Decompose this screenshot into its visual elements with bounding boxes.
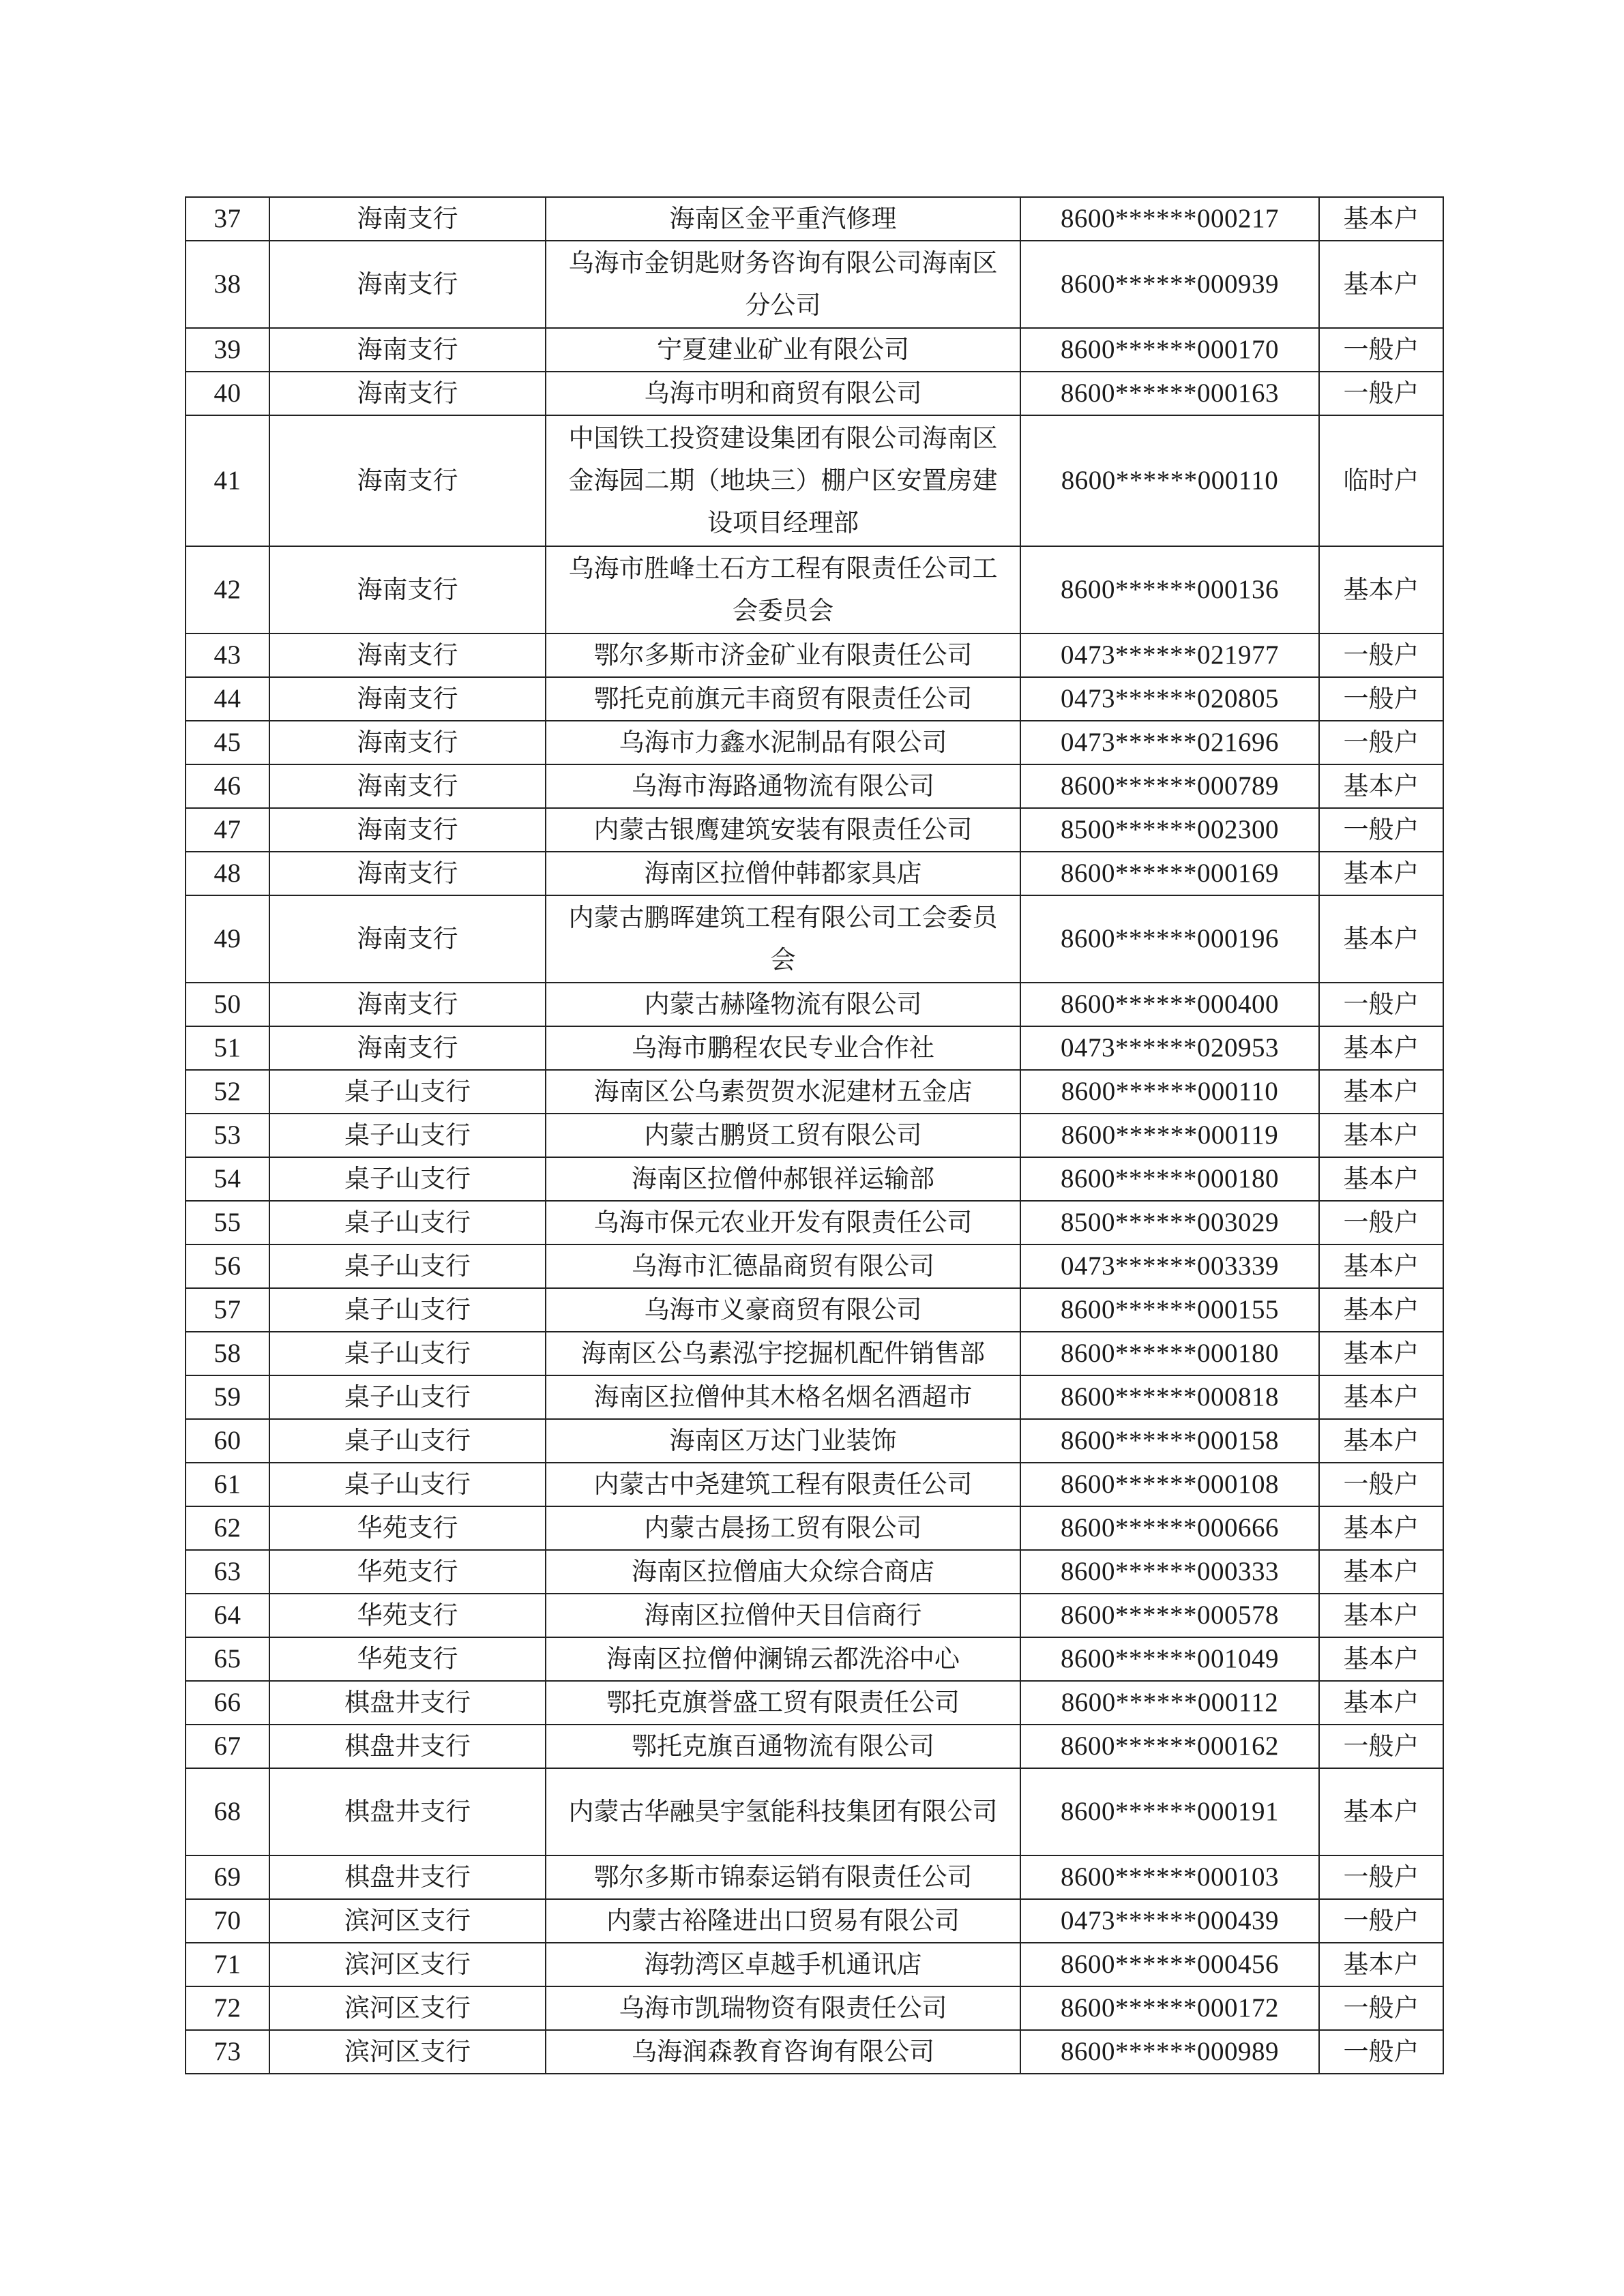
account-number: 8600******000180: [1020, 1332, 1319, 1375]
row-number: 67: [186, 1725, 269, 1768]
company-name: 乌海市凯瑞物资有限责任公司: [546, 1986, 1020, 2030]
account-number: 8600******000119: [1020, 1114, 1319, 1157]
branch-name: 棋盘井支行: [269, 1725, 546, 1768]
table-row: [186, 1943, 1443, 1986]
account-type: 基本户: [1319, 1157, 1443, 1201]
account-type: 基本户: [1319, 1332, 1443, 1375]
table-row: [186, 1550, 1443, 1594]
row-number: 42: [186, 546, 269, 633]
row-number: 50: [186, 983, 269, 1026]
row-number: 65: [186, 1637, 269, 1681]
company-name: 乌海市义豪商贸有限公司: [546, 1288, 1020, 1332]
company-name: 乌海市鹏程农民专业合作社: [546, 1026, 1020, 1070]
branch-name: 桌子山支行: [269, 1375, 546, 1419]
table-row: [186, 1419, 1443, 1463]
account-type: 一般户: [1319, 1201, 1443, 1244]
table-row: [186, 546, 1443, 633]
row-number: 61: [186, 1463, 269, 1506]
account-type: 一般户: [1319, 1855, 1443, 1899]
table-row: [186, 1986, 1443, 2030]
company-name: 内蒙古晨扬工贸有限公司: [546, 1506, 1020, 1550]
account-number: 8600******000112: [1020, 1681, 1319, 1725]
row-number: 72: [186, 1986, 269, 2030]
account-type: 基本户: [1319, 1681, 1443, 1725]
branch-name: 滨河区支行: [269, 1986, 546, 2030]
account-type: 基本户: [1319, 1244, 1443, 1288]
branch-name: 海南支行: [269, 415, 546, 546]
account-number: 8600******000169: [1020, 852, 1319, 895]
account-number: 8600******000789: [1020, 764, 1319, 808]
branch-name: 桌子山支行: [269, 1114, 546, 1157]
company-name: 内蒙古赫隆物流有限公司: [546, 983, 1020, 1026]
table-row: [186, 1332, 1443, 1375]
company-name: 内蒙古银鹰建筑安装有限责任公司: [546, 808, 1020, 852]
account-number: 0473******021696: [1020, 721, 1319, 764]
branch-name: 海南支行: [269, 808, 546, 852]
branch-name: 桌子山支行: [269, 1463, 546, 1506]
account-number: 0473******020953: [1020, 1026, 1319, 1070]
table-row: [186, 1288, 1443, 1332]
table-row: [186, 372, 1443, 415]
account-type: 基本户: [1319, 1943, 1443, 1986]
branch-name: 海南支行: [269, 852, 546, 895]
company-name: 内蒙古华融昊宇氢能科技集团有限公司: [546, 1768, 1020, 1855]
table-row: [186, 808, 1443, 852]
account-table: [185, 196, 1444, 2074]
account-type: 基本户: [1319, 1637, 1443, 1681]
table-row: [186, 1594, 1443, 1637]
branch-name: 华苑支行: [269, 1594, 546, 1637]
account-number: 0473******003339: [1020, 1244, 1319, 1288]
row-number: 43: [186, 633, 269, 677]
table-row: [186, 895, 1443, 983]
row-number: 57: [186, 1288, 269, 1332]
company-name: 鄂尔多斯市锦泰运销有限责任公司: [546, 1855, 1020, 1899]
company-name: 海勃湾区卓越手机通讯店: [546, 1943, 1020, 1986]
table-row: [186, 1201, 1443, 1244]
company-name: 海南区万达门业装饰: [546, 1419, 1020, 1463]
table-row: [186, 1681, 1443, 1725]
company-name: 海南区金平重汽修理: [546, 197, 1020, 241]
row-number: 40: [186, 372, 269, 415]
company-name: 鄂尔多斯市济金矿业有限责任公司: [546, 633, 1020, 677]
company-name: 鄂托克旗誉盛工贸有限责任公司: [546, 1681, 1020, 1725]
branch-name: 棋盘井支行: [269, 1855, 546, 1899]
row-number: 64: [186, 1594, 269, 1637]
table-row: [186, 1506, 1443, 1550]
branch-name: 华苑支行: [269, 1506, 546, 1550]
row-number: 55: [186, 1201, 269, 1244]
table-row: [186, 1114, 1443, 1157]
table-row: [186, 328, 1443, 372]
account-type: 基本户: [1319, 546, 1443, 633]
branch-name: 海南支行: [269, 546, 546, 633]
branch-name: 滨河区支行: [269, 1899, 546, 1943]
row-number: 48: [186, 852, 269, 895]
account-type: 一般户: [1319, 328, 1443, 372]
table-row: [186, 677, 1443, 721]
table-row: [186, 1244, 1443, 1288]
account-number: 8500******003029: [1020, 1201, 1319, 1244]
branch-name: 桌子山支行: [269, 1244, 546, 1288]
company-name: 海南区拉僧仲天目信商行: [546, 1594, 1020, 1637]
table-row: [186, 1768, 1443, 1855]
row-number: 46: [186, 764, 269, 808]
company-name: 鄂托克前旗元丰商贸有限责任公司: [546, 677, 1020, 721]
company-name: 海南区拉僧仲韩都家具店: [546, 852, 1020, 895]
company-name: 乌海市汇德晶商贸有限公司: [546, 1244, 1020, 1288]
branch-name: 棋盘井支行: [269, 1681, 546, 1725]
company-name: 内蒙古中尧建筑工程有限责任公司: [546, 1463, 1020, 1506]
account-table-body: [186, 197, 1443, 2074]
company-name: 乌海润森教育咨询有限公司: [546, 2030, 1020, 2074]
table-row: [186, 1637, 1443, 1681]
account-number: 8600******000818: [1020, 1375, 1319, 1419]
branch-name: 滨河区支行: [269, 2030, 546, 2074]
account-number: 8600******000103: [1020, 1855, 1319, 1899]
row-number: 66: [186, 1681, 269, 1725]
row-number: 49: [186, 895, 269, 983]
branch-name: 海南支行: [269, 1026, 546, 1070]
account-number: 8600******000172: [1020, 1986, 1319, 2030]
account-type: 基本户: [1319, 1026, 1443, 1070]
account-number: 8600******000162: [1020, 1725, 1319, 1768]
table-row: [186, 415, 1443, 546]
company-name: 海南区拉僧仲郝银祥运输部: [546, 1157, 1020, 1201]
row-number: 37: [186, 197, 269, 241]
row-number: 39: [186, 328, 269, 372]
table-row: [186, 1725, 1443, 1768]
row-number: 68: [186, 1768, 269, 1855]
account-type: 一般户: [1319, 1986, 1443, 2030]
branch-name: 海南支行: [269, 677, 546, 721]
company-name: 乌海市金钥匙财务咨询有限公司海南区分公司: [546, 241, 1020, 328]
account-number: 8600******000666: [1020, 1506, 1319, 1550]
row-number: 62: [186, 1506, 269, 1550]
account-number: 8600******000196: [1020, 895, 1319, 983]
branch-name: 华苑支行: [269, 1550, 546, 1594]
company-name: 海南区拉僧庙大众综合商店: [546, 1550, 1020, 1594]
company-name: 鄂托克旗百通物流有限公司: [546, 1725, 1020, 1768]
account-type: 基本户: [1319, 1288, 1443, 1332]
account-number: 8600******000158: [1020, 1419, 1319, 1463]
account-type: 基本户: [1319, 197, 1443, 241]
company-name: 内蒙古裕隆进出口贸易有限公司: [546, 1899, 1020, 1943]
account-number: 0473******021977: [1020, 633, 1319, 677]
account-type: 临时户: [1319, 415, 1443, 546]
account-number: 0473******020805: [1020, 677, 1319, 721]
account-number: 8600******000155: [1020, 1288, 1319, 1332]
table-row: [186, 2030, 1443, 2074]
company-name: 乌海市明和商贸有限公司: [546, 372, 1020, 415]
row-number: 71: [186, 1943, 269, 1986]
table-row: [186, 241, 1443, 328]
table-row: [186, 1375, 1443, 1419]
account-number: 0473******000439: [1020, 1899, 1319, 1943]
account-number: 8600******000456: [1020, 1943, 1319, 1986]
row-number: 70: [186, 1899, 269, 1943]
account-type: 基本户: [1319, 1375, 1443, 1419]
branch-name: 桌子山支行: [269, 1332, 546, 1375]
table-row: [186, 1157, 1443, 1201]
account-type: 一般户: [1319, 1725, 1443, 1768]
account-type: 基本户: [1319, 1550, 1443, 1594]
account-type: 一般户: [1319, 721, 1443, 764]
company-name: 中国铁工投资建设集团有限公司海南区金海园二期（地块三）棚户区安置房建设项目经理部: [546, 415, 1020, 546]
table-row: [186, 983, 1443, 1026]
branch-name: 滨河区支行: [269, 1943, 546, 1986]
row-number: 51: [186, 1026, 269, 1070]
table-row: [186, 764, 1443, 808]
row-number: 38: [186, 241, 269, 328]
row-number: 53: [186, 1114, 269, 1157]
account-type: 基本户: [1319, 1594, 1443, 1637]
account-type: 一般户: [1319, 633, 1443, 677]
account-type: 一般户: [1319, 1463, 1443, 1506]
account-number: 8600******001049: [1020, 1637, 1319, 1681]
branch-name: 华苑支行: [269, 1637, 546, 1681]
account-type: 一般户: [1319, 372, 1443, 415]
table-row: [186, 197, 1443, 241]
account-number: 8600******000136: [1020, 546, 1319, 633]
row-number: 52: [186, 1070, 269, 1114]
branch-name: 棋盘井支行: [269, 1768, 546, 1855]
row-number: 73: [186, 2030, 269, 2074]
branch-name: 海南支行: [269, 983, 546, 1026]
company-name: 乌海市胜峰土石方工程有限责任公司工会委员会: [546, 546, 1020, 633]
account-number: 8600******000163: [1020, 372, 1319, 415]
branch-name: 桌子山支行: [269, 1288, 546, 1332]
account-number: 8600******000989: [1020, 2030, 1319, 2074]
branch-name: 桌子山支行: [269, 1419, 546, 1463]
account-type: 基本户: [1319, 1419, 1443, 1463]
account-type: 一般户: [1319, 1899, 1443, 1943]
company-name: 海南区公乌素泓宇挖掘机配件销售部: [546, 1332, 1020, 1375]
account-number: 8600******000110: [1020, 415, 1319, 546]
table-row: [186, 1899, 1443, 1943]
table-row: [186, 721, 1443, 764]
company-name: 宁夏建业矿业有限公司: [546, 328, 1020, 372]
branch-name: 海南支行: [269, 633, 546, 677]
account-type: 基本户: [1319, 1506, 1443, 1550]
account-number: 8600******000191: [1020, 1768, 1319, 1855]
company-name: 海南区拉僧仲澜锦云都洗浴中心: [546, 1637, 1020, 1681]
account-type: 一般户: [1319, 983, 1443, 1026]
branch-name: 桌子山支行: [269, 1070, 546, 1114]
company-name: 乌海市力鑫水泥制品有限公司: [546, 721, 1020, 764]
account-number: 8600******000180: [1020, 1157, 1319, 1201]
branch-name: 海南支行: [269, 197, 546, 241]
account-number: 8500******002300: [1020, 808, 1319, 852]
account-type: 基本户: [1319, 1768, 1443, 1855]
branch-name: 海南支行: [269, 721, 546, 764]
account-type: 基本户: [1319, 895, 1443, 983]
company-name: 海南区公乌素贺贺水泥建材五金店: [546, 1070, 1020, 1114]
account-type: 一般户: [1319, 808, 1443, 852]
row-number: 54: [186, 1157, 269, 1201]
account-type: 一般户: [1319, 2030, 1443, 2074]
account-number: 8600******000217: [1020, 197, 1319, 241]
account-number: 8600******000939: [1020, 241, 1319, 328]
row-number: 58: [186, 1332, 269, 1375]
table-row: [186, 852, 1443, 895]
row-number: 69: [186, 1855, 269, 1899]
account-number: 8600******000578: [1020, 1594, 1319, 1637]
row-number: 59: [186, 1375, 269, 1419]
account-number: 8600******000333: [1020, 1550, 1319, 1594]
row-number: 63: [186, 1550, 269, 1594]
account-type: 基本户: [1319, 1070, 1443, 1114]
table-row: [186, 1463, 1443, 1506]
company-name: 内蒙古鹏晖建筑工程有限公司工会委员会: [546, 895, 1020, 983]
branch-name: 桌子山支行: [269, 1157, 546, 1201]
company-name: 内蒙古鹏贤工贸有限公司: [546, 1114, 1020, 1157]
account-type: 基本户: [1319, 1114, 1443, 1157]
account-type: 基本户: [1319, 852, 1443, 895]
branch-name: 海南支行: [269, 895, 546, 983]
company-name: 海南区拉僧仲其木格名烟名酒超市: [546, 1375, 1020, 1419]
account-type: 基本户: [1319, 764, 1443, 808]
company-name: 乌海市海路通物流有限公司: [546, 764, 1020, 808]
table-row: [186, 1026, 1443, 1070]
row-number: 41: [186, 415, 269, 546]
branch-name: 海南支行: [269, 372, 546, 415]
account-type: 基本户: [1319, 241, 1443, 328]
row-number: 45: [186, 721, 269, 764]
account-number: 8600******000170: [1020, 328, 1319, 372]
table-row: [186, 1855, 1443, 1899]
branch-name: 海南支行: [269, 764, 546, 808]
branch-name: 桌子山支行: [269, 1201, 546, 1244]
account-number: 8600******000108: [1020, 1463, 1319, 1506]
table-row: [186, 633, 1443, 677]
company-name: 乌海市保元农业开发有限责任公司: [546, 1201, 1020, 1244]
branch-name: 海南支行: [269, 328, 546, 372]
account-type: 一般户: [1319, 677, 1443, 721]
account-number: 8600******000400: [1020, 983, 1319, 1026]
row-number: 44: [186, 677, 269, 721]
row-number: 47: [186, 808, 269, 852]
branch-name: 海南支行: [269, 241, 546, 328]
row-number: 56: [186, 1244, 269, 1288]
account-number: 8600******000110: [1020, 1070, 1319, 1114]
row-number: 60: [186, 1419, 269, 1463]
table-row: [186, 1070, 1443, 1114]
